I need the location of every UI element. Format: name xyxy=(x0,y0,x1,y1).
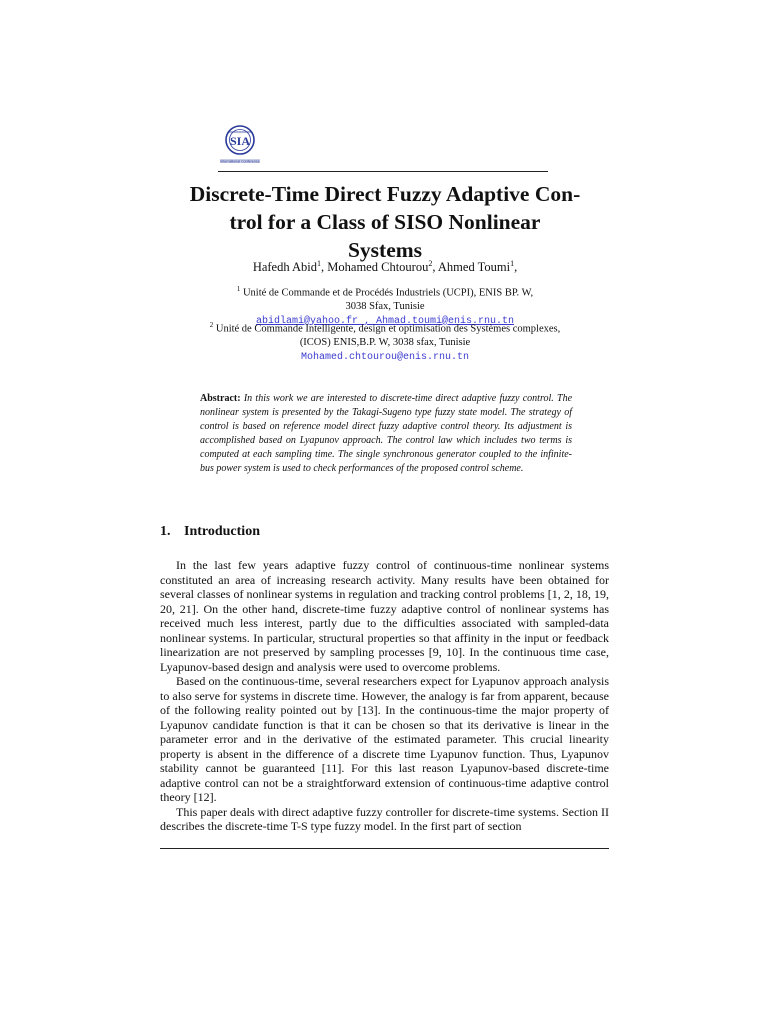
section-number: 1. xyxy=(160,524,171,539)
paragraph: Based on the continuous-time, several researchers expect for Lyapunov approach analysis to also serve for systems in discrete time. However, the analogy is far from apparent, because of the following reality pointed out by [13]. In the continuous-time the major property of Lyapunov candidate function is that it can be chosen so that its derivative is linear in the parameter error and in the derivative of the estimated parameter. This crucial linearity property is absent in the difference of a discrete time Lyapunov function. Thus, Lyapunov stability cannot be guaranteed [11]. For this last reason Lyapunov-based discrete-time adaptive control can not be a straightforward extension of continuous-time adaptive control theory [12]. xyxy=(160,674,609,804)
logo-letters: SIA xyxy=(229,134,251,148)
author-email-link[interactable]: Mohamed.chtourou@enis.rnu.tn xyxy=(300,351,470,363)
paragraph: This paper deals with direct adaptive fuzzy controller for discrete-time systems. Section II describes the discrete-time T-S type fuzzy model. In the first part of section xyxy=(160,804,609,833)
author-list xyxy=(160,256,610,275)
affiliation-line xyxy=(160,319,610,336)
abstract xyxy=(200,392,572,476)
section-title: Introduction xyxy=(184,524,260,539)
affiliation-line: 3038 Sfax, Tunisie xyxy=(345,301,425,312)
paper-title xyxy=(160,180,610,264)
author-name: Ahmed Toumi xyxy=(437,260,511,275)
body-text xyxy=(160,558,609,834)
author-affil-mark: 1 xyxy=(317,259,322,268)
header-rule xyxy=(218,171,548,172)
author-separator: , xyxy=(321,260,328,275)
affil-text: Unité de Commande et de Procédés Industriels (UCPI), ENIS BP. W, xyxy=(240,287,534,299)
conference-logo xyxy=(218,122,262,170)
affil-mark: 1 xyxy=(236,285,241,293)
affiliation-line xyxy=(160,283,610,300)
title-line: trol for a Class of SISO Nonlinear xyxy=(229,210,541,234)
author-email-links[interactable]: abidlami@yahoo.fr , Ahmad.toumi@enis.rnu.tn xyxy=(255,315,515,327)
author-name: Hafedh Abid xyxy=(252,260,318,275)
abstract-label: Abstract: xyxy=(200,393,241,404)
author-name: Mohamed Chtourou xyxy=(327,260,429,275)
title-line: Discrete-Time Direct Fuzzy Adaptive Con- xyxy=(189,182,581,206)
section-heading xyxy=(160,523,260,541)
affil-text: Unité de Commande Intelligente, design et optimisation des Systèmes complexes, xyxy=(213,323,561,335)
affiliation-2 xyxy=(160,319,610,364)
author-affil-mark: 1 xyxy=(510,259,515,268)
author-separator: , xyxy=(514,260,518,275)
abstract-text: In this work we are interested to discrete-time direct adaptive fuzzy control. The nonlinear system is presented by the Takagi-Sugeno type fuzzy state model. The strategy of control is based on reference model direct fuzzy adaptive control theory. Its adjustment is accomplished based on Lyapunov approach. The control law which includes two terms is computed at each sampling time. The single synchronous generator coupled to the infinite-bus power system is used to check performances of the proposed control scheme. xyxy=(200,393,573,474)
logo-caption: International Conference xyxy=(220,159,260,164)
footer-rule xyxy=(160,848,609,849)
author-separator: , xyxy=(432,260,438,275)
affiliation-line: (ICOS) ENIS,B.P. W, 3038 sfax, Tunisie xyxy=(299,337,471,348)
paragraph: In the last few years adaptive fuzzy control of continuous-time nonlinear systems constituted an area of increasing research activity. Many results have been obtained for several classes of nonlinear systems in regulation and tracking control problems [1, 2, 18, 19, 20, 21]. On the other hand, discrete-time fuzzy adaptive control of nonlinear systems has received much less interest, partly due to the difficulties associated with sampled-data nonlinear systems. In particular, structural properties so that affinity in the input or feedback linearization are not preserved by sampling processes [9, 10]. In the continuous time case, Lyapunov-based design and analysis were used to overcome problems. xyxy=(160,558,609,674)
affil-mark: 2 xyxy=(209,321,214,329)
title-line: Systems xyxy=(347,238,423,262)
author-affil-mark: 2 xyxy=(428,259,433,268)
